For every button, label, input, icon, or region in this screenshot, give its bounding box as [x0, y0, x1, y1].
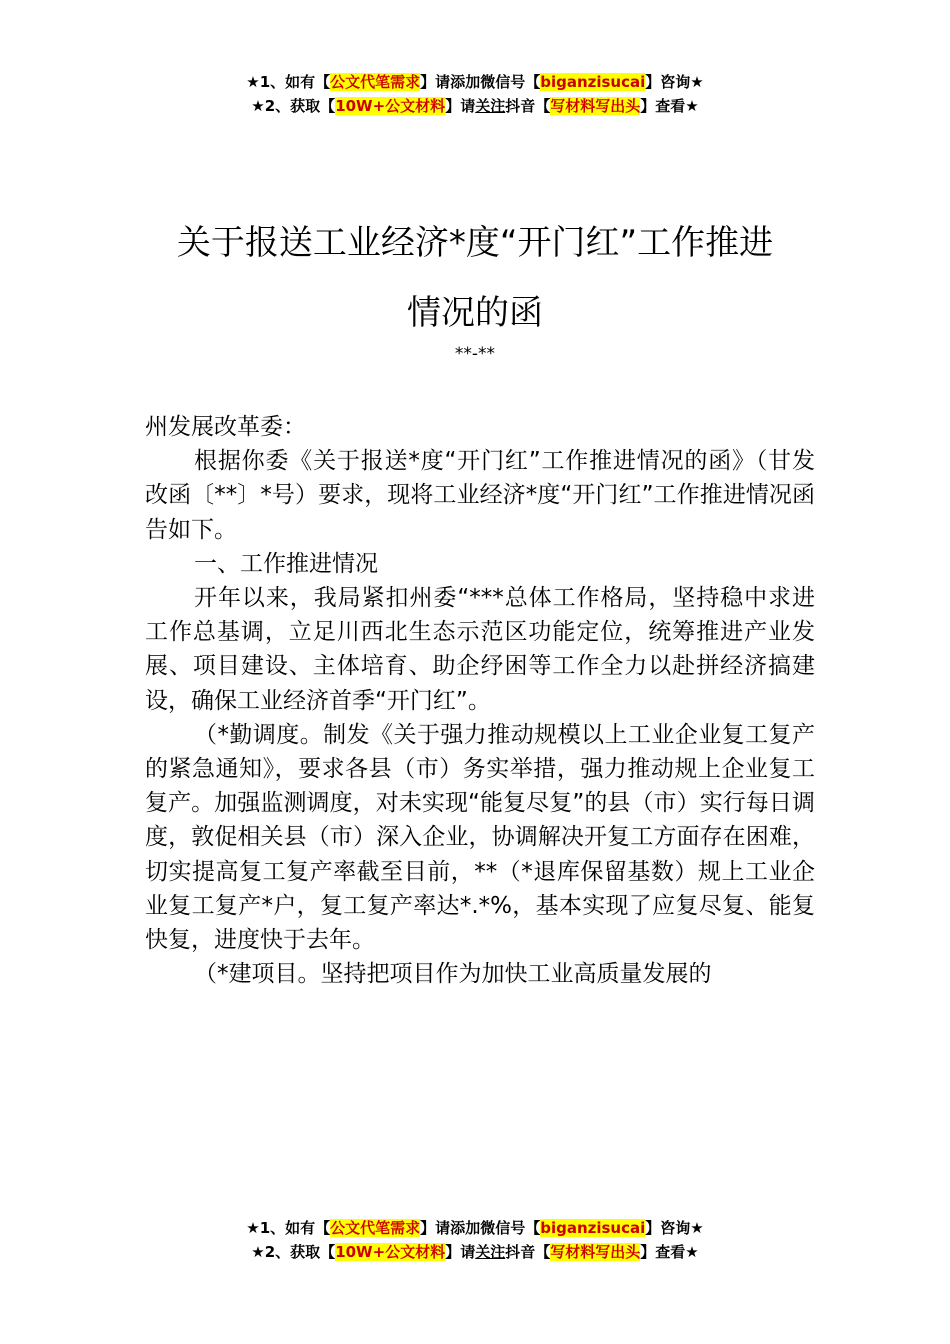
promo-text: 】查看★ [640, 1243, 699, 1261]
promo-text: 加 [465, 73, 481, 91]
promo-line-2 [0, 94, 950, 118]
promo-text: 】请 [445, 97, 476, 115]
promo-highlight: biganzisucai [540, 73, 646, 91]
paragraph: （*建项目。坚持把项目作为加快工业高质量发展的 [194, 961, 712, 988]
promo-banner-top [0, 70, 950, 118]
promo-text: 抖音【 [505, 97, 551, 115]
promo-line-2 [0, 1240, 950, 1264]
promo-highlight: 10W+公文材料 [335, 1243, 446, 1261]
promo-text: 】请添 [420, 1219, 466, 1237]
document-author: **-** [454, 344, 496, 364]
title-line-2: 情况的函 [407, 293, 543, 333]
section-heading: 一、工作推进情况 [194, 550, 378, 577]
paragraph: 开年以来，我局紧扣州委“***总体工作格局，坚持稳中求进工作总基调，立足川西北生态示范区功能定位，统筹推进产业发展、项目建设、主体培育、助企纾困等工作全力以赴拼经济搞建设，确保工业经济首季“开门红”。 [145, 585, 815, 714]
promo-text: 关注 [475, 1243, 506, 1261]
promo-text: 关注 [475, 97, 506, 115]
promo-text: 微信号【 [480, 1219, 541, 1237]
title-line-1: 关于报送工业经济*度“开门红”工作推进 [176, 223, 774, 263]
promo-text: 】咨询★ [645, 73, 704, 91]
promo-text: 微信号【 [480, 73, 541, 91]
promo-text: ★2、获取【 [251, 97, 336, 115]
promo-text: 】请添 [420, 73, 466, 91]
promo-text: 】查看★ [640, 97, 699, 115]
salutation: 州发展改革委： [145, 414, 306, 440]
promo-text: ★2、获取【 [251, 1243, 336, 1261]
paragraph: （*勤调度。制发《关于强力推动规模以上工业企业复工复产的紧急通知》，要求各县（市）务实举措，强力推动规上企业复工复产。加强监测调度，对未实现“能复尽复”的县（市）实行每日调度，敦促相关县（市）深入企业，协调解决开复工方面存在困难，切实提高复工复产率截至目前，**（*退库保留基数）规上工业企业复工复产*户，复工复产率达*.*%，基本实现了应复尽复、能复快复，进度快于去年。 [145, 721, 815, 954]
promo-banner-bottom [0, 1216, 950, 1264]
document-title [0, 208, 950, 348]
promo-highlight: 公文代笔需求 [330, 73, 421, 91]
promo-highlight: 10W+公文材料 [335, 97, 446, 115]
promo-line-1 [0, 70, 950, 94]
promo-highlight: biganzisucai [540, 1219, 646, 1237]
promo-text: 】请 [445, 1243, 476, 1261]
promo-highlight: 公文代笔需求 [330, 1219, 421, 1237]
paragraph: 根据你委《关于报送*度“开门红”工作推进情况的函》（甘发改函〔**〕*号）要求，现将工业经济*度“开门红”工作推进情况函告如下。 [145, 448, 815, 543]
document-body [145, 410, 815, 991]
promo-line-1 [0, 1216, 950, 1240]
promo-text: 加 [465, 1219, 481, 1237]
promo-text: ★1、如有【 [246, 1219, 331, 1237]
promo-text: 抖音【 [505, 1243, 551, 1261]
promo-text: ★1、如有【 [246, 73, 331, 91]
promo-highlight: 写材料写出头 [550, 1243, 641, 1261]
promo-highlight: 写材料写出头 [550, 97, 641, 115]
promo-text: 】咨询★ [645, 1219, 704, 1237]
